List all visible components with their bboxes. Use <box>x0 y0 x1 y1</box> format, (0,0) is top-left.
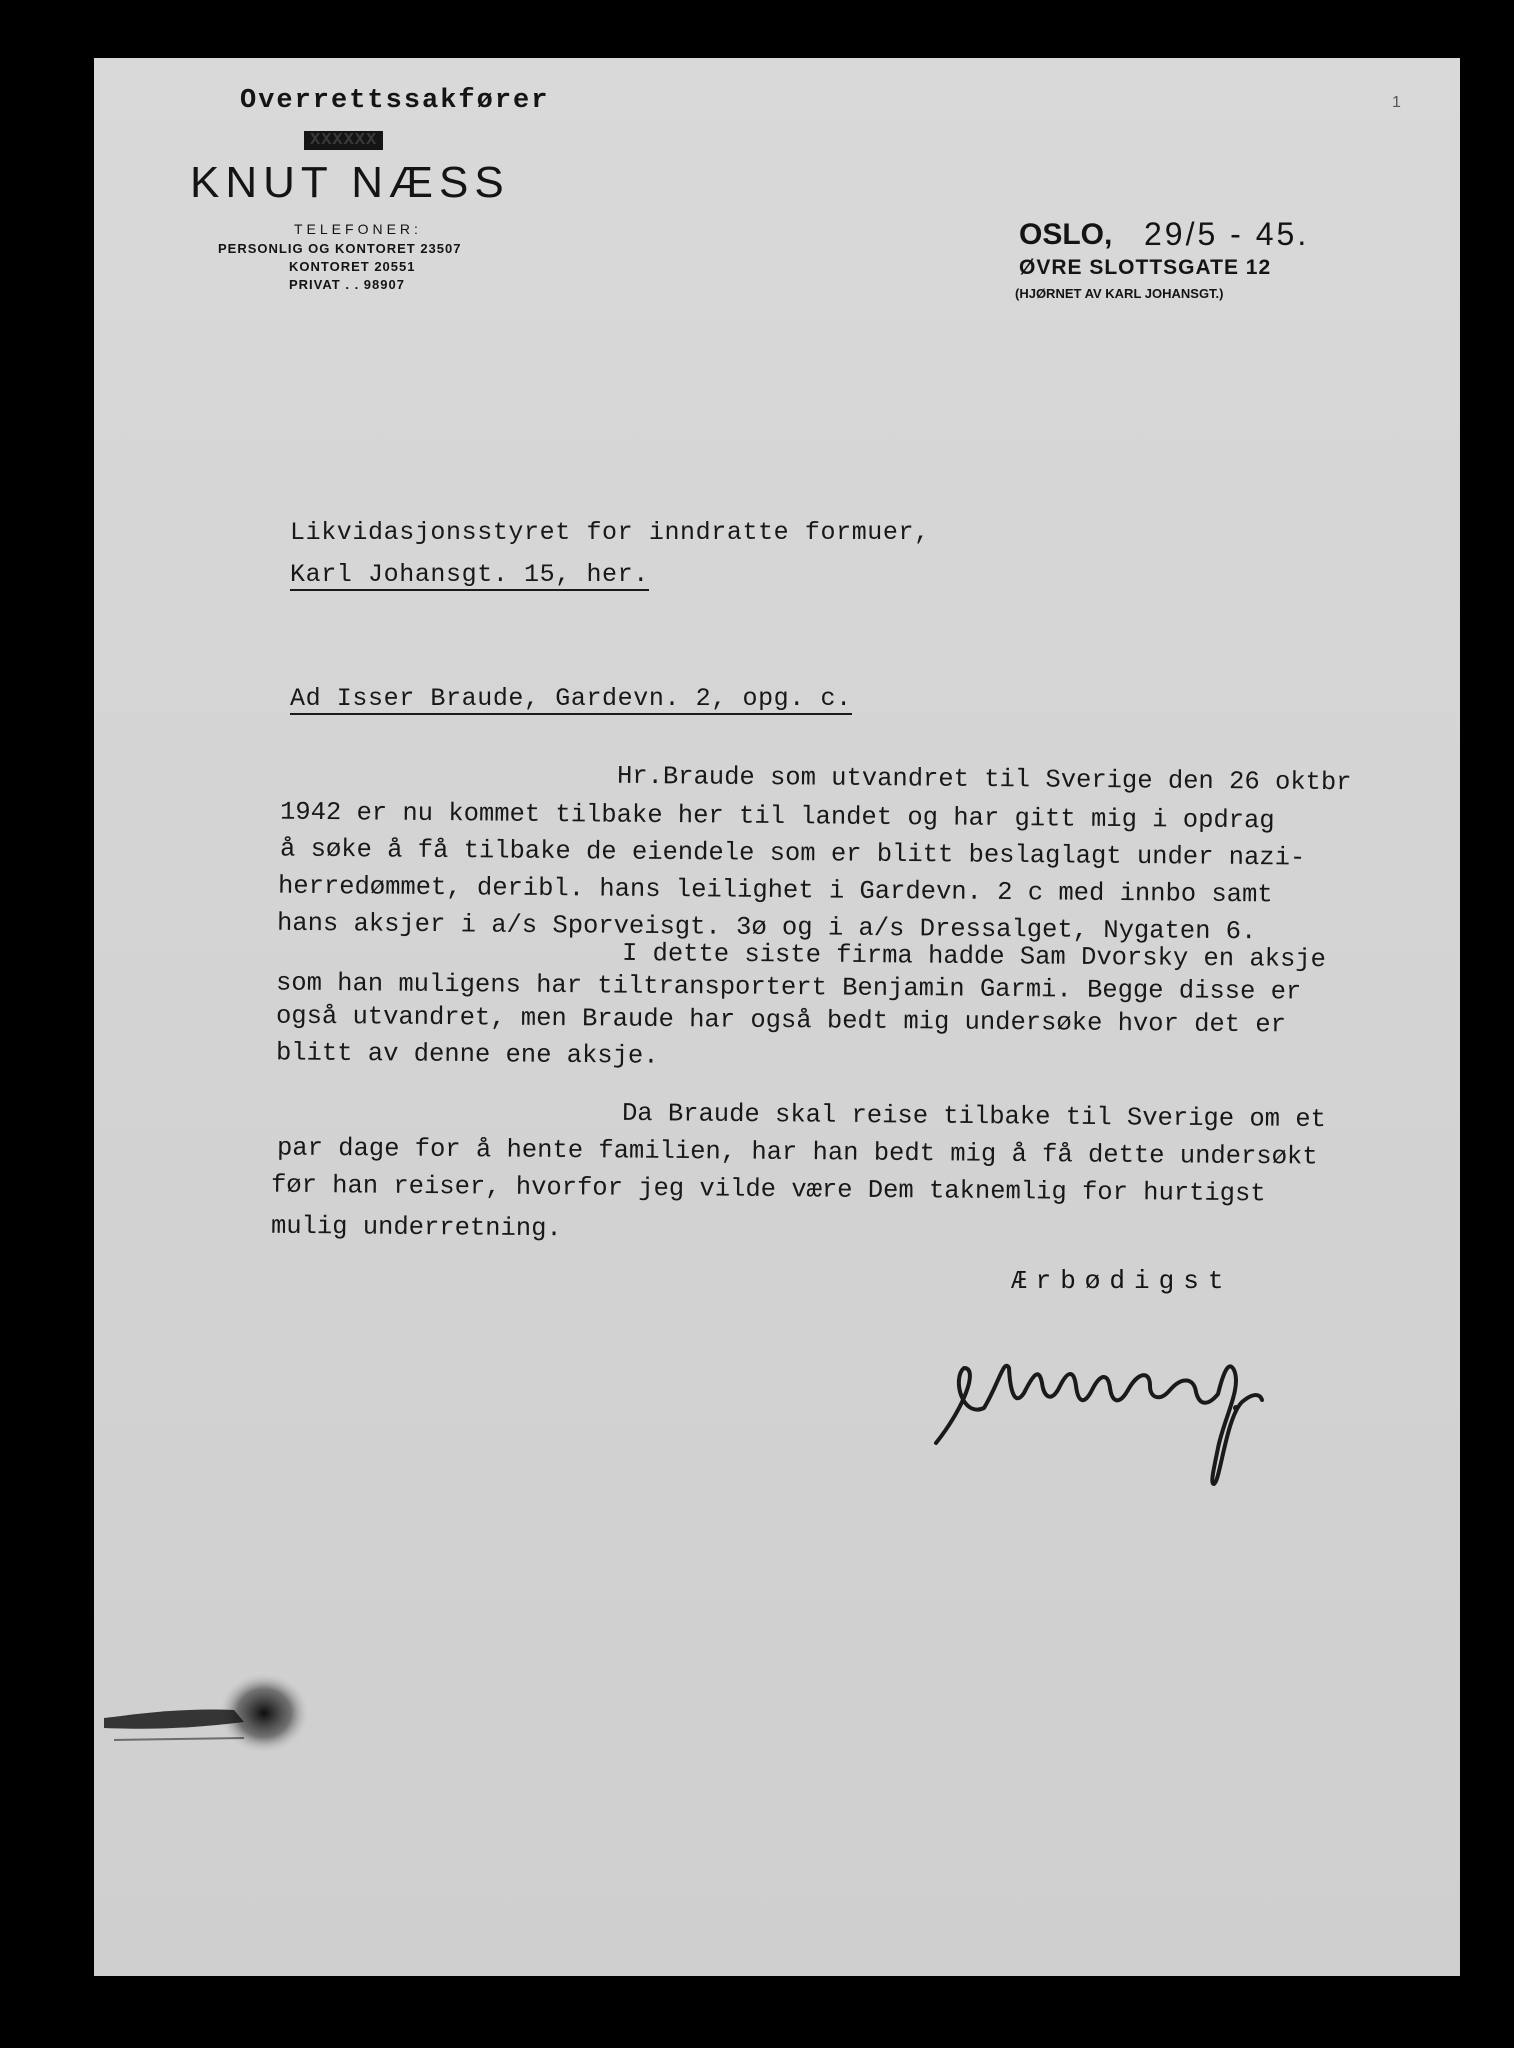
body-line: par dage for å hente familien, har han bedt mig å få dette undersøkt <box>276 1133 1318 1172</box>
closing-salutation: Ærbødigst <box>1011 1266 1233 1296</box>
struck-out-word: XXXXXX <box>304 131 383 150</box>
body-line: Da Braude skal reise tilbake til Sverige om et <box>621 1098 1327 1135</box>
body-line: å søke å få tilbake de eiendele som er blitt beslaglagt under nazi- <box>279 834 1306 873</box>
phone-line: PERSONLIG OG KONTORET 23507 <box>218 241 462 256</box>
body-line: mulig underretning. <box>270 1211 562 1244</box>
phone-line: PRIVAT . . 98907 <box>289 277 405 292</box>
body-line: før han reiser, hvorfor jeg vilde være Dem taknemlig for hurtigst <box>270 1170 1266 1209</box>
recipient-line-2: Karl Johansgt. 15, her. <box>290 560 649 589</box>
body-line: også utvandret, men Braude har også bedt mig undersøke hvor det er <box>275 1001 1287 1040</box>
subject-line: Ad Isser Braude, Gardevn. 2, opg. c. <box>290 684 852 713</box>
body-line: 1942 er nu kommet tilbake her til landet og har gitt mig i opdrag <box>279 797 1275 836</box>
phones-heading: TELEFONER: <box>294 221 422 237</box>
letterhead-profession: Overrettssakfører <box>240 86 550 116</box>
corner-note: (HJØRNET AV KARL JOHANSGT.) <box>1015 286 1224 301</box>
body-line: herredømmet, deribl. hans leilighet i Gardevn. 2 c med innbo samt <box>277 871 1273 910</box>
recipient-line-1: Likvidasjonsstyret for inndratte formuer, <box>290 518 930 547</box>
body-line: hans aksjer i a/s Sporveisgt. 3ø og i a/s Dressalget, Nygaten 6. <box>276 908 1257 947</box>
handwritten-signature <box>924 1298 1374 1488</box>
page-number-mark: 1 <box>1392 94 1401 111</box>
body-line: Hr.Braude som utvandret til Sverige den 26 oktbr <box>616 761 1352 798</box>
city: OSLO, <box>1019 218 1113 251</box>
phone-line: KONTORET 20551 <box>289 259 416 274</box>
body-line: blitt av denne ene aksje. <box>275 1038 659 1071</box>
body-line: I dette siste firma hadde Sam Dvorsky en aksje <box>621 938 1327 975</box>
body-line: som han muligens har tiltransportert Benjamin Garmi. Begge disse er <box>275 968 1302 1007</box>
letter-date: 29/5 - 45. <box>1144 216 1310 252</box>
street-address: ØVRE SLOTTSGATE 12 <box>1019 256 1272 279</box>
letter-page <box>94 58 1460 1976</box>
ink-smudge <box>94 1658 354 1768</box>
letterhead-name: KNUT NÆSS <box>190 158 510 207</box>
